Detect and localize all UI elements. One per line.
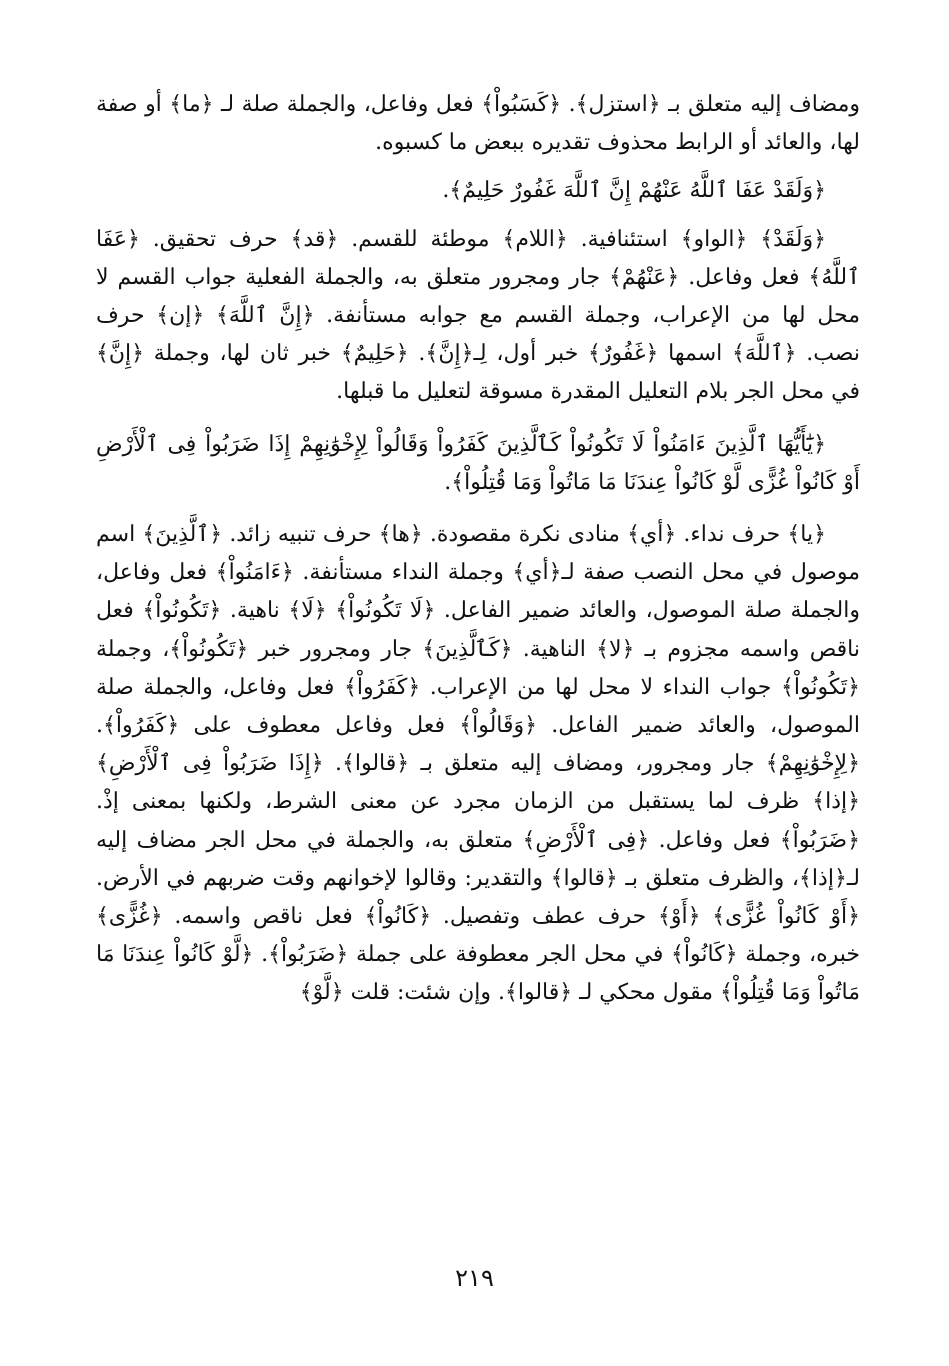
spacer: [96, 162, 860, 172]
quran-verse: ﴿وَلَقَدْ عَفَا ٱللَّهُ عَنْهُمْ إِنَّ ٱللَّهَ غَفُورٌ حَلِيمٌ﴾.: [442, 178, 826, 204]
paragraph-continuation: ومضاف إليه متعلق بـ ﴿استزل﴾. ﴿كَسَبُواْ﴾ فعل وفاعل، والجملة صلة لـ ﴿ما﴾ أو صفة لها، والعائد أو الرابط محذوف تقديره ببعض ما كسبوه.: [96, 92, 860, 156]
spacer: [96, 211, 860, 221]
page-body: [96, 86, 860, 1013]
grammatical-analysis: ﴿وَلَقَدْ﴾ ﴿الواو﴾ استئنافية. ﴿اللام﴾ موطئة للقسم. ﴿قد﴾ حرف تحقيق. ﴿عَفَا ٱللَّهُ﴾ فعل وفاعل. ﴿عَنْهُمْ﴾ جار ومجرور متعلق به، والجملة الفعلية جواب القسم لا محل لها من الإعراب، وجملة القسم مع جوابه مستأنفة. ﴿إِنَّ ٱللَّهَ﴾ ﴿إن﴾ حرف نصب. ﴿ٱللَّهَ﴾ اسمها ﴿غَفُورٌ﴾ خبر أول، لِـ﴿إِنَّ﴾. ﴿حَلِيمٌ﴾ خبر ثان لها، وجملة ﴿إِنَّ﴾ في محل الجر بلام التعليل المقدرة مسوقة لتعليل ما قبلها.: [96, 226, 860, 405]
spacer: [96, 412, 860, 426]
page-number: ٢١٩: [455, 1264, 494, 1292]
grammatical-analysis: ﴿يا﴾ حرف نداء. ﴿أي﴾ منادى نكرة مقصودة. ﴿ها﴾ حرف تنبيه زائد. ﴿ٱلَّذِينَ﴾ اسم موصول في محل النصب صفة لـ﴿أي﴾ وجملة النداء مستأنفة. ﴿ءَامَنُواْ﴾ فعل وفاعل، والجملة صلة الموصول، والعائد ضمير الفاعل. ﴿لَا تَكُونُواْ﴾ ﴿لَا﴾ ناهية. ﴿تَكُونُواْ﴾ فعل ناقص واسمه مجزوم بـ ﴿لا﴾ الناهية. ﴿كَٱلَّذِينَ﴾ جار ومجرور خبر ﴿تَكُونُواْ﴾، وجملة ﴿تَكُونُواْ﴾ جواب النداء لا محل لها من الإعراب. ﴿كَفَرُواْ﴾ فعل وفاعل، والجملة صلة الموصول، والعائد ضمير الفاعل. ﴿وَقَالُواْ﴾ فعل وفاعل معطوف على ﴿كَفَرُواْ﴾. ﴿لِإِخْوَٰنِهِمْ﴾ جار ومجرور، ومضاف إليه متعلق بـ ﴿قالوا﴾. ﴿إِذَا ضَرَبُواْ فِى ٱلْأَرْضِ﴾ ﴿إذا﴾ ظرف لما يستقبل من الزمان مجرد عن معنى الشرط، ولكنها بمعنى إذْ. ﴿ضَرَبُواْ﴾ فعل وفاعل. ﴿فِى ٱلْأَرْضِ﴾ متعلق به، والجملة في محل الجر مضاف إليه لـ﴿إذا﴾، والظرف متعلق بـ ﴿قالوا﴾ والتقدير: وقالوا لإخوانهم وقت ضربهم في الأرض. ﴿أَوْ كَانُواْ غُزًّى﴾ ﴿أَوْ﴾ حرف عطف وتفصيل. ﴿كَانُواْ﴾ فعل ناقص واسمه. ﴿غُزًّى﴾ خبره، وجملة ﴿كَانُواْ﴾ في محل الجر معطوفة على جملة ﴿ضَرَبُواْ﴾. ﴿لَّوْ كَانُواْ عِندَنَا مَا مَاتُواْ وَمَا قُتِلُواْ﴾ مقول محكي لـ ﴿قالوا﴾. وإن شئت: قلت ﴿لَّوْ﴾: [96, 522, 860, 1006]
spacer: [96, 502, 860, 516]
quran-verse: ﴿يَٰٓأَيُّهَا ٱلَّذِينَ ءَامَنُواْ لَا تَكُونُواْ كَٱلَّذِينَ كَفَرُواْ وَقَالُواْ لِإِخْوَٰنِهِمْ إِذَا ضَرَبُواْ فِى ٱلْأَرْضِ أَوْ كَانُواْ غُزًّى لَّوْ كَانُواْ عِندَنَا مَا مَاتُواْ وَمَا قُتِلُواْ﴾.: [96, 431, 860, 495]
